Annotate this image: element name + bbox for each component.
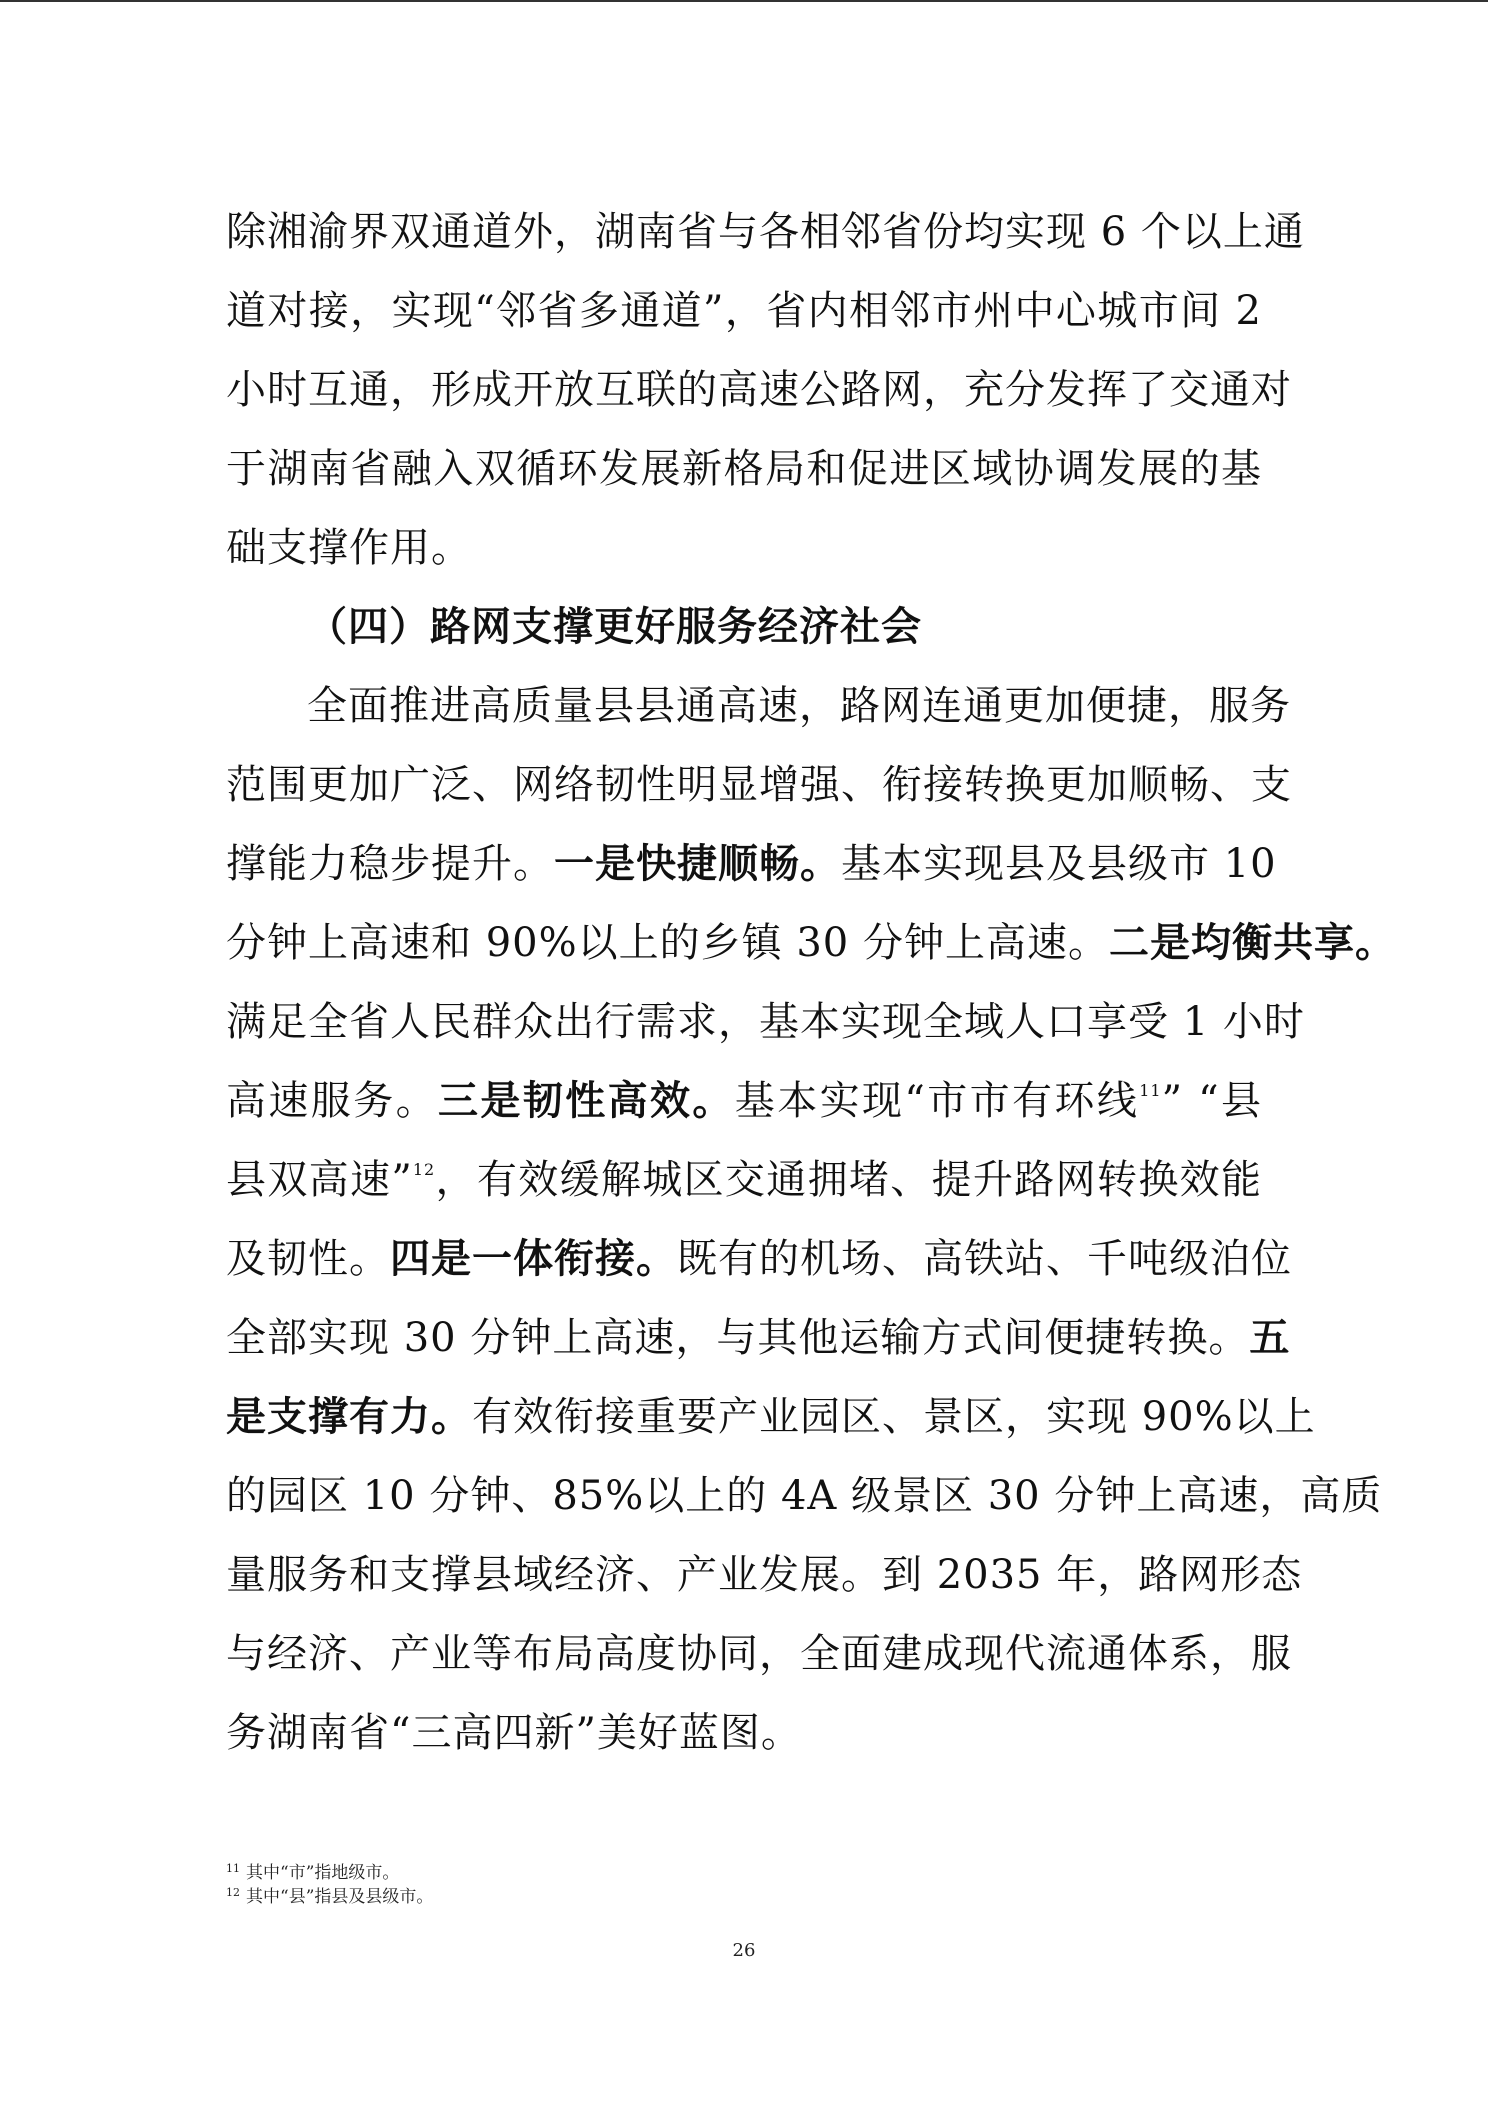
paragraph-line bbox=[226, 1229, 1292, 1289]
text-run: 既有的机场、高铁站、千吨级泊位 bbox=[677, 1236, 1292, 1282]
paragraph-line: 于湖南省融入双循环发展新格局和促进区域协调发展的基 bbox=[226, 446, 1262, 492]
text-run: 高速服务。 bbox=[226, 1078, 438, 1124]
paragraph-line: 范围更加广泛、网络韧性明显增强、衔接转换更加顺畅、支 bbox=[226, 762, 1292, 808]
text-run: 及韧性。 bbox=[226, 1236, 390, 1282]
paragraph-line: 与经济、产业等布局高度协同，全面建成现代流通体系，服 bbox=[226, 1631, 1292, 1677]
bold-phrase: 三是韧性高效。 bbox=[438, 1077, 735, 1124]
footnote-mark: 12 bbox=[226, 1886, 240, 1899]
footnote-ref: 12 bbox=[412, 1160, 436, 1179]
paragraph-line bbox=[226, 913, 1396, 973]
text-run: 撑能力稳步提升。 bbox=[226, 841, 554, 887]
text-run: 有效衔接重要产业园区、景区，实现 90%以上 bbox=[472, 1394, 1316, 1440]
paragraph-line bbox=[226, 1071, 1262, 1131]
footnote-ref: 11 bbox=[1139, 1081, 1162, 1100]
bold-phrase: 一是快捷顺畅。 bbox=[554, 840, 841, 887]
text-run: 基本实现“市市有环线 bbox=[734, 1078, 1140, 1124]
paragraph-line bbox=[226, 1387, 1316, 1447]
bold-phrase: 二是均衡共享。 bbox=[1108, 919, 1396, 966]
paragraph-line: 务湖南省“三高四新”美好蓝图。 bbox=[226, 1710, 802, 1756]
page-number: 26 bbox=[732, 1940, 756, 1961]
top-border bbox=[0, 0, 1488, 2]
text-run: 县双高速” bbox=[226, 1157, 413, 1203]
text-run: 基本实现县及县级市 10 bbox=[841, 841, 1277, 887]
paragraph-line bbox=[226, 834, 1277, 894]
text-run: ” “县 bbox=[1161, 1078, 1263, 1124]
text-run: 全部实现 30 分钟上高速，与其他运输方式间便捷转换。 bbox=[226, 1315, 1250, 1361]
footnote bbox=[226, 1886, 433, 1908]
bold-phrase: 四是一体衔接。 bbox=[390, 1235, 677, 1282]
footnote-mark: 11 bbox=[226, 1862, 240, 1875]
paragraph-line: 础支撑作用。 bbox=[226, 525, 472, 571]
footnote-text: 其中“县”指县及县级市。 bbox=[246, 1887, 434, 1907]
footnote-text: 其中“市”指地级市。 bbox=[246, 1863, 400, 1883]
bold-phrase: 五 bbox=[1249, 1314, 1291, 1361]
paragraph-line bbox=[226, 1150, 1262, 1210]
footnote bbox=[226, 1862, 399, 1884]
paragraph-line: 满足全省人民群众出行需求，基本实现全域人口享受 1 小时 bbox=[226, 999, 1305, 1045]
bold-phrase: 是支撑有力。 bbox=[226, 1393, 472, 1440]
paragraph-line bbox=[226, 1308, 1291, 1368]
paragraph-line: 全面推进高质量县县通高速，路网连通更加便捷，服务 bbox=[307, 683, 1291, 729]
paragraph-line: 的园区 10 分钟、85%以上的 4A 级景区 30 分钟上高速，高质 bbox=[226, 1473, 1383, 1519]
paragraph-line: 小时互通，形成开放互联的高速公路网，充分发挥了交通对 bbox=[226, 367, 1292, 413]
section-heading: （四）路网支撑更好服务经济社会 bbox=[307, 603, 922, 650]
paragraph-line: 量服务和支撑县域经济、产业发展。到 2035 年，路网形态 bbox=[226, 1552, 1303, 1598]
paragraph-line: 道对接，实现“邻省多通道”，省内相邻市州中心城市间 2 bbox=[226, 288, 1262, 334]
paragraph-line: 除湘渝界双通道外，湖南省与各相邻省份均实现 6 个以上通 bbox=[226, 209, 1305, 255]
text-run: 分钟上高速和 90%以上的乡镇 30 分钟上高速。 bbox=[226, 920, 1109, 966]
text-run: ，有效缓解城区交通拥堵、提升路网转换效能 bbox=[435, 1157, 1263, 1203]
